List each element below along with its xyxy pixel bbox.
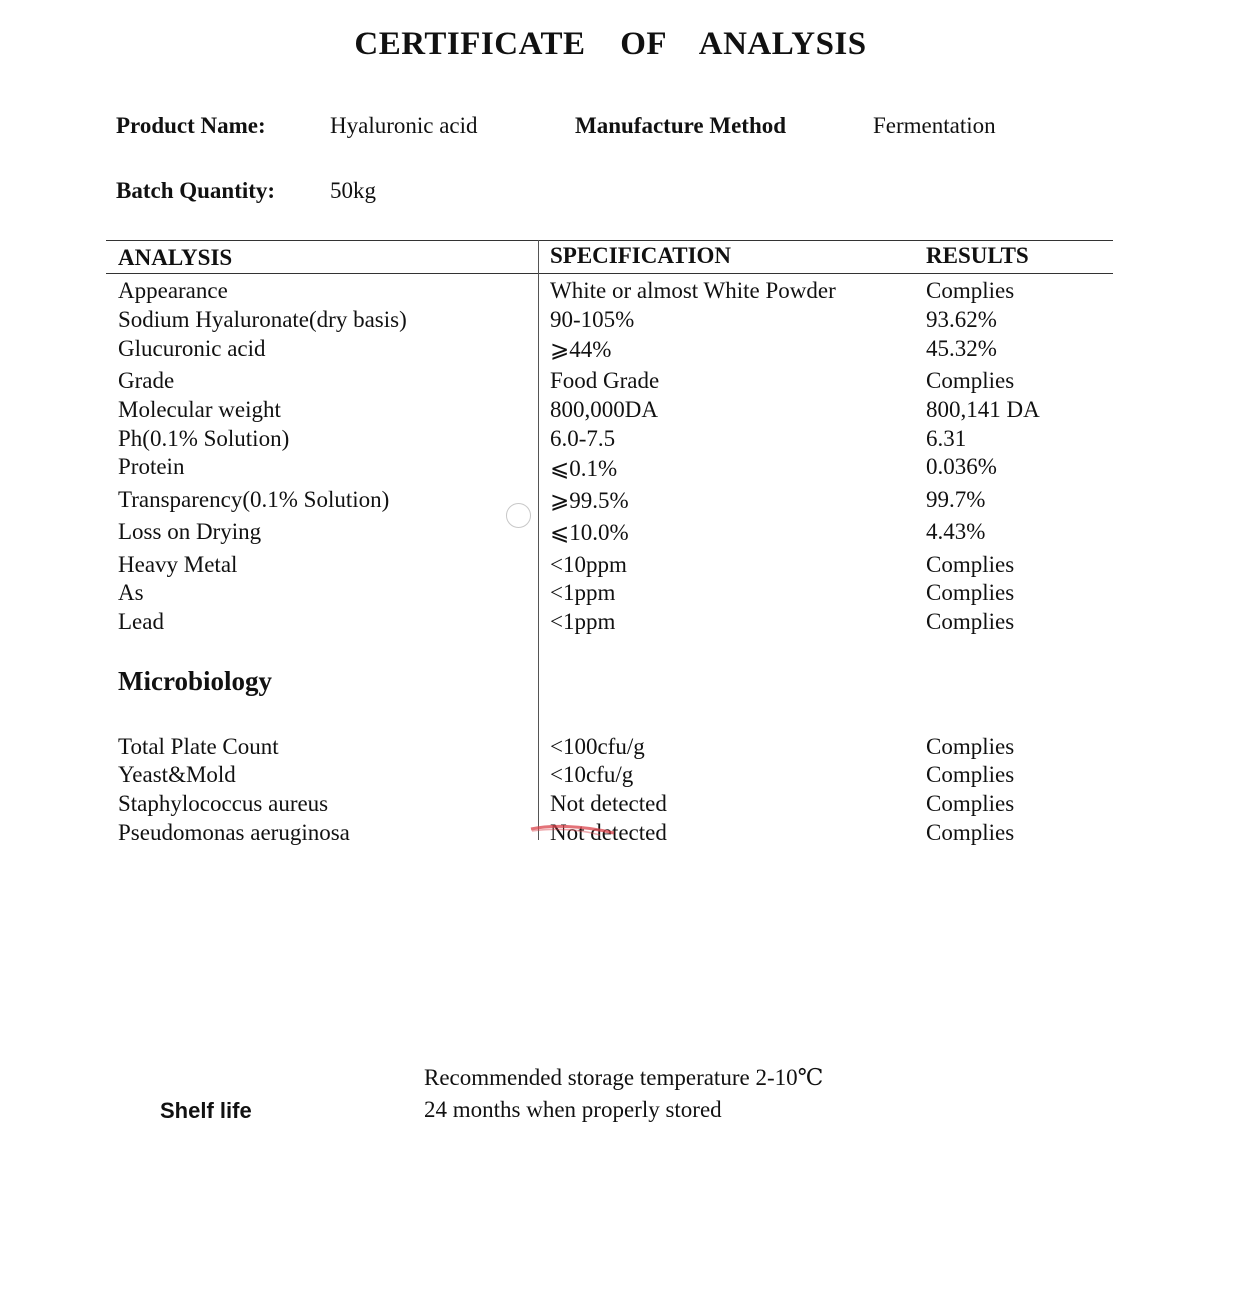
row-specification: <10ppm <box>550 552 627 577</box>
row-analysis: As <box>118 580 144 605</box>
manufacture-method-label: Manufacture Method <box>575 113 787 138</box>
row-result: Complies <box>926 609 1015 634</box>
row-analysis: Molecular weight <box>118 397 281 422</box>
row-result: 0.036% <box>926 454 997 479</box>
row-specification: 90-105% <box>550 307 635 332</box>
micro-row-analysis: Total Plate Count <box>118 734 279 759</box>
row-result: 6.31 <box>926 426 967 451</box>
table-column-divider <box>538 240 539 840</box>
shelf-life-label: Shelf life <box>160 1098 252 1123</box>
micro-row-specification: <10cfu/g <box>550 762 634 787</box>
header-specification: SPECIFICATION <box>550 243 732 268</box>
row-result: Complies <box>926 580 1015 605</box>
micro-row-analysis: Pseudomonas aeruginosa <box>118 820 350 845</box>
row-result: 4.43% <box>926 519 986 544</box>
microbiology-heading: Microbiology <box>118 666 272 696</box>
row-result: 800,141 DA <box>926 397 1040 422</box>
batch-quantity-label: Batch Quantity: <box>116 178 276 203</box>
micro-row-result: Complies <box>926 734 1015 759</box>
red-seal-fragment <box>530 823 616 837</box>
table-top-rule <box>106 240 1113 241</box>
row-result: 45.32% <box>926 336 997 361</box>
micro-row-result: Complies <box>926 762 1015 787</box>
document-title: CERTIFICATE OF ANALYSIS <box>354 26 867 62</box>
row-specification: ⩽0.1% <box>550 456 618 481</box>
micro-row-specification: Not detected <box>550 791 667 816</box>
shelf-life-text: 24 months when properly stored <box>424 1097 722 1122</box>
row-analysis: Transparency(0.1% Solution) <box>118 487 390 512</box>
row-analysis: Ph(0.1% Solution) <box>118 426 290 451</box>
row-specification: ⩾44% <box>550 337 612 362</box>
micro-row-result: Complies <box>926 791 1015 816</box>
micro-row-analysis: Staphylococcus aureus <box>118 791 329 816</box>
row-specification: 800,000DA <box>550 397 658 422</box>
micro-row-result: Complies <box>926 820 1015 845</box>
row-analysis: Protein <box>118 454 185 479</box>
row-result: Complies <box>926 278 1015 303</box>
row-result: 93.62% <box>926 307 997 332</box>
product-name-label: Product Name: <box>116 113 266 138</box>
row-specification: ⩾99.5% <box>550 488 629 513</box>
row-specification: ⩽10.0% <box>550 520 629 545</box>
table-header-rule <box>106 273 1113 274</box>
row-specification: Food Grade <box>550 368 660 393</box>
row-specification: <1ppm <box>550 609 616 634</box>
row-analysis: Appearance <box>118 278 228 303</box>
header-analysis: ANALYSIS <box>118 245 233 270</box>
header-results: RESULTS <box>926 243 1029 268</box>
row-analysis: Loss on Drying <box>118 519 262 544</box>
row-specification: White or almost White Powder <box>550 278 836 303</box>
row-analysis: Lead <box>118 609 164 634</box>
batch-quantity-value: 50kg <box>330 178 376 203</box>
row-analysis: Heavy Metal <box>118 552 238 577</box>
micro-row-specification: Not detected <box>550 820 667 845</box>
row-result: Complies <box>926 368 1015 393</box>
row-analysis: Glucuronic acid <box>118 336 266 361</box>
row-analysis: Sodium Hyaluronate(dry basis) <box>118 307 407 332</box>
row-specification: 6.0-7.5 <box>550 426 616 451</box>
stamp-circle-mark <box>506 503 531 528</box>
row-result: 99.7% <box>926 487 986 512</box>
row-specification: <1ppm <box>550 580 616 605</box>
manufacture-method-value: Fermentation <box>873 113 996 138</box>
row-analysis: Grade <box>118 368 175 393</box>
storage-temperature-text: Recommended storage temperature 2-10℃ <box>424 1065 824 1090</box>
micro-row-specification: <100cfu/g <box>550 734 645 759</box>
micro-row-analysis: Yeast&Mold <box>118 762 236 787</box>
row-result: Complies <box>926 552 1015 577</box>
product-name-value: Hyaluronic acid <box>330 113 478 138</box>
